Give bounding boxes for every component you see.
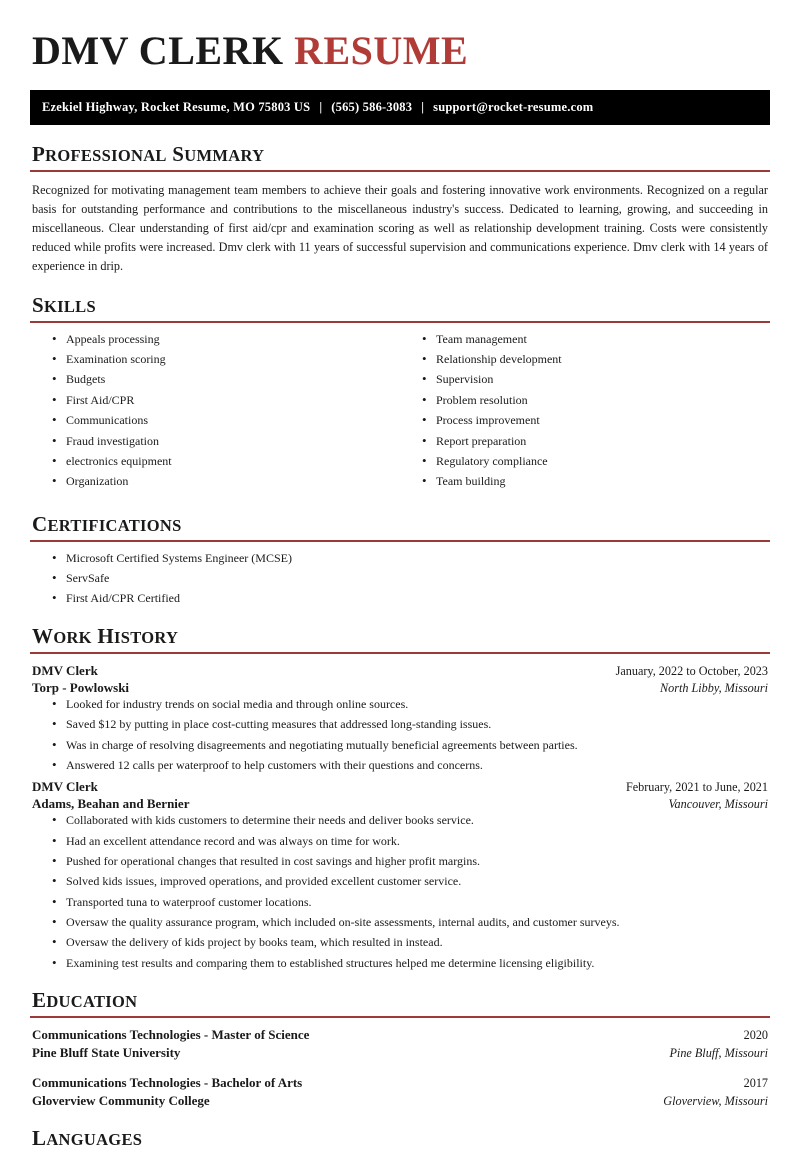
list-item: • Report preparation (422, 434, 770, 449)
list-item: • Organization (52, 474, 400, 489)
skills-column-right (400, 332, 770, 495)
list-item: • Communications (52, 413, 400, 428)
skills-column-left (30, 332, 400, 495)
education-subheader-row (32, 1093, 768, 1109)
skills-list-right (400, 332, 770, 490)
job-bullet-list (30, 813, 770, 971)
list-item: • Saved $12 by putting in place cost-cutting measures that addressed long-standing issues. (52, 717, 770, 732)
job-title: DMV Clerk (32, 779, 98, 795)
education-header-row (32, 1075, 768, 1091)
skills-columns (30, 332, 770, 495)
contact-address: Ezekiel Highway, Rocket Resume, MO 75803 US (42, 100, 311, 114)
skills-list-left (30, 332, 400, 490)
job-company: Adams, Beahan and Bernier (32, 796, 190, 812)
list-item: • First Aid/CPR (52, 393, 400, 408)
education-location: Pine Bluff, Missouri (669, 1046, 768, 1061)
list-item: • Supervision (422, 372, 770, 387)
section-certifications (30, 513, 770, 607)
education-subheader-row (32, 1045, 768, 1061)
section-heading-skills: SKILLS (32, 292, 96, 317)
section-languages (30, 1127, 770, 1150)
list-item: • electronics equipment (52, 454, 400, 469)
list-item: • Solved kids issues, improved operations, and provided excellent customer service. (52, 874, 770, 889)
job-subheader-row (32, 796, 768, 812)
education-entry (30, 1027, 770, 1061)
contact-phone[interactable]: (565) 586-3083 (331, 100, 413, 114)
list-item: • Process improvement (422, 413, 770, 428)
certifications-list (30, 551, 770, 607)
list-item: • Appeals processing (52, 332, 400, 347)
list-item: • Team building (422, 474, 770, 489)
education-school: Gloverview Community College (32, 1093, 210, 1109)
list-item: • ServSafe (52, 571, 770, 586)
section-skills (30, 294, 770, 495)
education-entry (30, 1075, 770, 1109)
education-year: 2017 (743, 1076, 768, 1091)
title-accent: RESUME (294, 28, 469, 73)
contact-email[interactable]: support@rocket-resume.com (433, 100, 594, 114)
contact-separator-1: | (319, 100, 323, 114)
list-item: • Was in charge of resolving disagreements and negotiating mutually beneficial agreements between parties. (52, 738, 770, 753)
education-school: Pine Bluff State University (32, 1045, 181, 1061)
list-item: • Microsoft Certified Systems Engineer (MCSE) (52, 551, 770, 566)
job-dates: January, 2022 to October, 2023 (615, 663, 768, 678)
section-divider (30, 540, 770, 542)
section-heading-certifications: CERTIFICATIONS (32, 511, 182, 536)
title-primary: DMV CLERK (32, 28, 284, 73)
list-item: • Looked for industry trends on social media and through online sources. (52, 697, 770, 712)
list-item: • Had an excellent attendance record and was always on time for work. (52, 834, 770, 849)
list-item: • Budgets (52, 372, 400, 387)
contact-bar (30, 90, 770, 125)
job-location: North Libby, Missouri (659, 680, 768, 695)
list-item: • Regulatory compliance (422, 454, 770, 469)
education-degree: Communications Technologies - Bachelor of Arts (32, 1075, 303, 1091)
job-header-row (32, 663, 768, 679)
education-degree: Communications Technologies - Master of Science (32, 1027, 310, 1043)
job-title: DMV Clerk (32, 662, 98, 678)
contact-separator-2: | (421, 100, 425, 114)
job-company: Torp - Powlowski (32, 679, 130, 695)
job-subheader-row (32, 680, 768, 696)
education-year: 2020 (743, 1028, 768, 1043)
section-heading-languages: LANGUAGES (32, 1126, 143, 1151)
job-location: Vancouver, Missouri (668, 797, 768, 812)
list-item: • Team management (422, 332, 770, 347)
section-education (30, 989, 770, 1109)
list-item: • Pushed for operational changes that resulted in cost savings and higher profit margins. (52, 854, 770, 869)
list-item: • Collaborated with kids customers to determine their needs and deliver books service. (52, 813, 770, 828)
section-professional-summary (30, 143, 770, 276)
list-item: • Oversaw the quality assurance program, which included on-site assessments, internal audits, and customer surveys. (52, 915, 770, 930)
job-header-row (32, 779, 768, 795)
list-item: • Examination scoring (52, 352, 400, 367)
list-item: • Relationship development (422, 352, 770, 367)
section-heading-summary: PROFESSIONAL SUMMARY (32, 142, 265, 166)
list-item: • Oversaw the delivery of kids project by books team, which resulted in instead. (52, 935, 770, 950)
list-item: • Answered 12 calls per waterproof to help customers with their questions and concerns. (52, 758, 770, 773)
education-location: Gloverview, Missouri (663, 1094, 768, 1109)
work-history-entry (30, 779, 770, 971)
job-bullet-list (30, 697, 770, 773)
list-item: • Examining test results and comparing them to established structures helped me determine licensing eligibility. (52, 956, 770, 971)
education-header-row (32, 1027, 768, 1043)
summary-text: Recognized for motivating management team members to achieve their goals and fostering innovative work environments. Recognized on a regular basis for outstanding performance and contributions to the miscellaneous industry's success. Dedicated to learning, growing, and succeeding in miscellaneous. Clear understanding of first aid/cpr and examination scoring as well as relationship development training. Costs were consistently reduced while profits were increased. Dmv clerk with 11 years of successful supervision and communications experience. Dmv clerk with 14 years of experience in drip. (32, 183, 768, 273)
section-heading-work-history: WORK HISTORY (32, 623, 179, 648)
job-dates: February, 2021 to June, 2021 (625, 780, 768, 795)
list-item: • Fraud investigation (52, 434, 400, 449)
section-divider (30, 1016, 770, 1018)
section-heading-education: EDUCATION (32, 988, 138, 1013)
list-item: • First Aid/CPR Certified (52, 591, 770, 606)
list-item: • Problem resolution (422, 393, 770, 408)
section-work-history (30, 625, 770, 971)
section-divider (30, 170, 770, 172)
work-history-entry (30, 663, 770, 773)
list-item: • Transported tuna to waterproof customer locations. (52, 895, 770, 910)
page-title (32, 30, 770, 72)
section-divider (30, 321, 770, 323)
section-divider (30, 652, 770, 654)
